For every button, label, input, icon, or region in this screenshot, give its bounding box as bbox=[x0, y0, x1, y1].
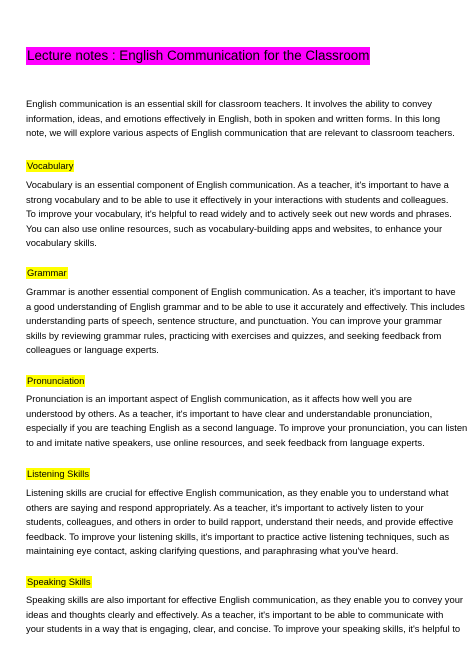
paragraph-line: understood by others. As a teacher, it's important to have clear and understandable pronunciation, bbox=[26, 407, 433, 419]
intro-line: English communication is an essential skill for classroom teachers. It involves the ability to convey bbox=[26, 98, 432, 109]
section-heading-text: Listening Skills bbox=[27, 468, 90, 479]
section-heading-text: Grammar bbox=[27, 267, 67, 278]
document-title bbox=[26, 47, 370, 64]
paragraph-line: Pronunciation is an important aspect of English communication, as it affects how well you are bbox=[26, 393, 412, 404]
section-paragraph-pronunciation bbox=[26, 392, 468, 450]
section-paragraph-listening-skills bbox=[26, 486, 456, 559]
paragraph-line: To improve your vocabulary, it's helpful to read widely and to actively seek out new words and phrases. bbox=[26, 208, 452, 220]
section-heading-pronunciation bbox=[26, 374, 85, 387]
paragraph-line: understanding parts of speech, sentence structure, and punctuation. You can improve your grammar bbox=[26, 315, 442, 327]
intro-line: information, ideas, and emotions effectively in English, both in spoken and written forms. In this long bbox=[26, 112, 441, 124]
section-paragraph-grammar bbox=[26, 285, 465, 358]
paragraph-line: to and imitate native speakers, use online resources, and seek feedback from language experts. bbox=[26, 436, 425, 448]
paragraph-line: strong vocabulary and to be able to use it effectively in your interactions with students and colleagues. bbox=[26, 193, 449, 205]
section-heading-speaking-skills bbox=[26, 575, 92, 588]
paragraph-line: a good understanding of English grammar and to be able to use it accurately and effectively. This includes bbox=[26, 300, 465, 312]
paragraph-line: You can also use online resources, such as vocabulary-building apps and websites, to enhance your bbox=[26, 222, 443, 234]
section-heading-text: Vocabulary bbox=[27, 160, 74, 171]
section-heading-grammar bbox=[26, 266, 68, 279]
intro-line: note, we will explore various aspects of English communication that are relevant to classroom teachers. bbox=[26, 127, 455, 139]
paragraph-line: colleagues or language experts. bbox=[26, 344, 159, 356]
section-paragraph-vocabulary bbox=[26, 178, 456, 251]
document-title-text: Lecture notes : English Communication for the Classroom bbox=[27, 48, 370, 63]
paragraph-line: ideas and thoughts clearly and effectively. As a teacher, it's important to be able to communicate with bbox=[26, 608, 444, 620]
paragraph-line: your students in a way that is engaging, clear, and concise. To improve your speaking skills, it's helpful to bbox=[26, 623, 461, 635]
paragraph-line: Speaking skills are also important for effective English communication, as they enable you to convey your bbox=[26, 594, 464, 605]
paragraph-line: maintaining eye contact, asking clarifying questions, and paraphrasing what you've heard. bbox=[26, 545, 399, 557]
section-heading-text: Pronunciation bbox=[27, 375, 85, 386]
paragraph-line: vocabulary skills. bbox=[26, 237, 97, 249]
paragraph-line: feedback. To improve your listening skills, it's important to practice active listening techniques, such as bbox=[26, 530, 450, 542]
paragraph-line: students, colleagues, and others in order to build rapport, understand their needs, and provide effective bbox=[26, 516, 454, 528]
intro-paragraph bbox=[26, 97, 456, 141]
section-heading-vocabulary bbox=[26, 159, 74, 172]
paragraph-line: Vocabulary is an essential component of English communication. As a teacher, it's important to have a bbox=[26, 179, 449, 190]
paragraph-line: Grammar is another essential component of English communication. As a teacher, it's important to have bbox=[26, 286, 456, 297]
paragraph-line: skills by reviewing grammar rules, practicing with exercises and quizzes, and seeking feedback from bbox=[26, 329, 442, 341]
paragraph-line: Listening skills are crucial for effective English communication, as they enable you to understand what bbox=[26, 487, 449, 498]
section-heading-text: Speaking Skills bbox=[27, 576, 91, 587]
paragraph-line: others are saying and respond appropriately. As a teacher, it's important to actively listen to your bbox=[26, 501, 424, 513]
section-heading-listening-skills bbox=[26, 467, 90, 480]
section-paragraph-speaking-skills bbox=[26, 593, 464, 637]
paragraph-line: especially if you are teaching English as a second language. To improve your pronunciation, you can listen bbox=[26, 422, 468, 434]
